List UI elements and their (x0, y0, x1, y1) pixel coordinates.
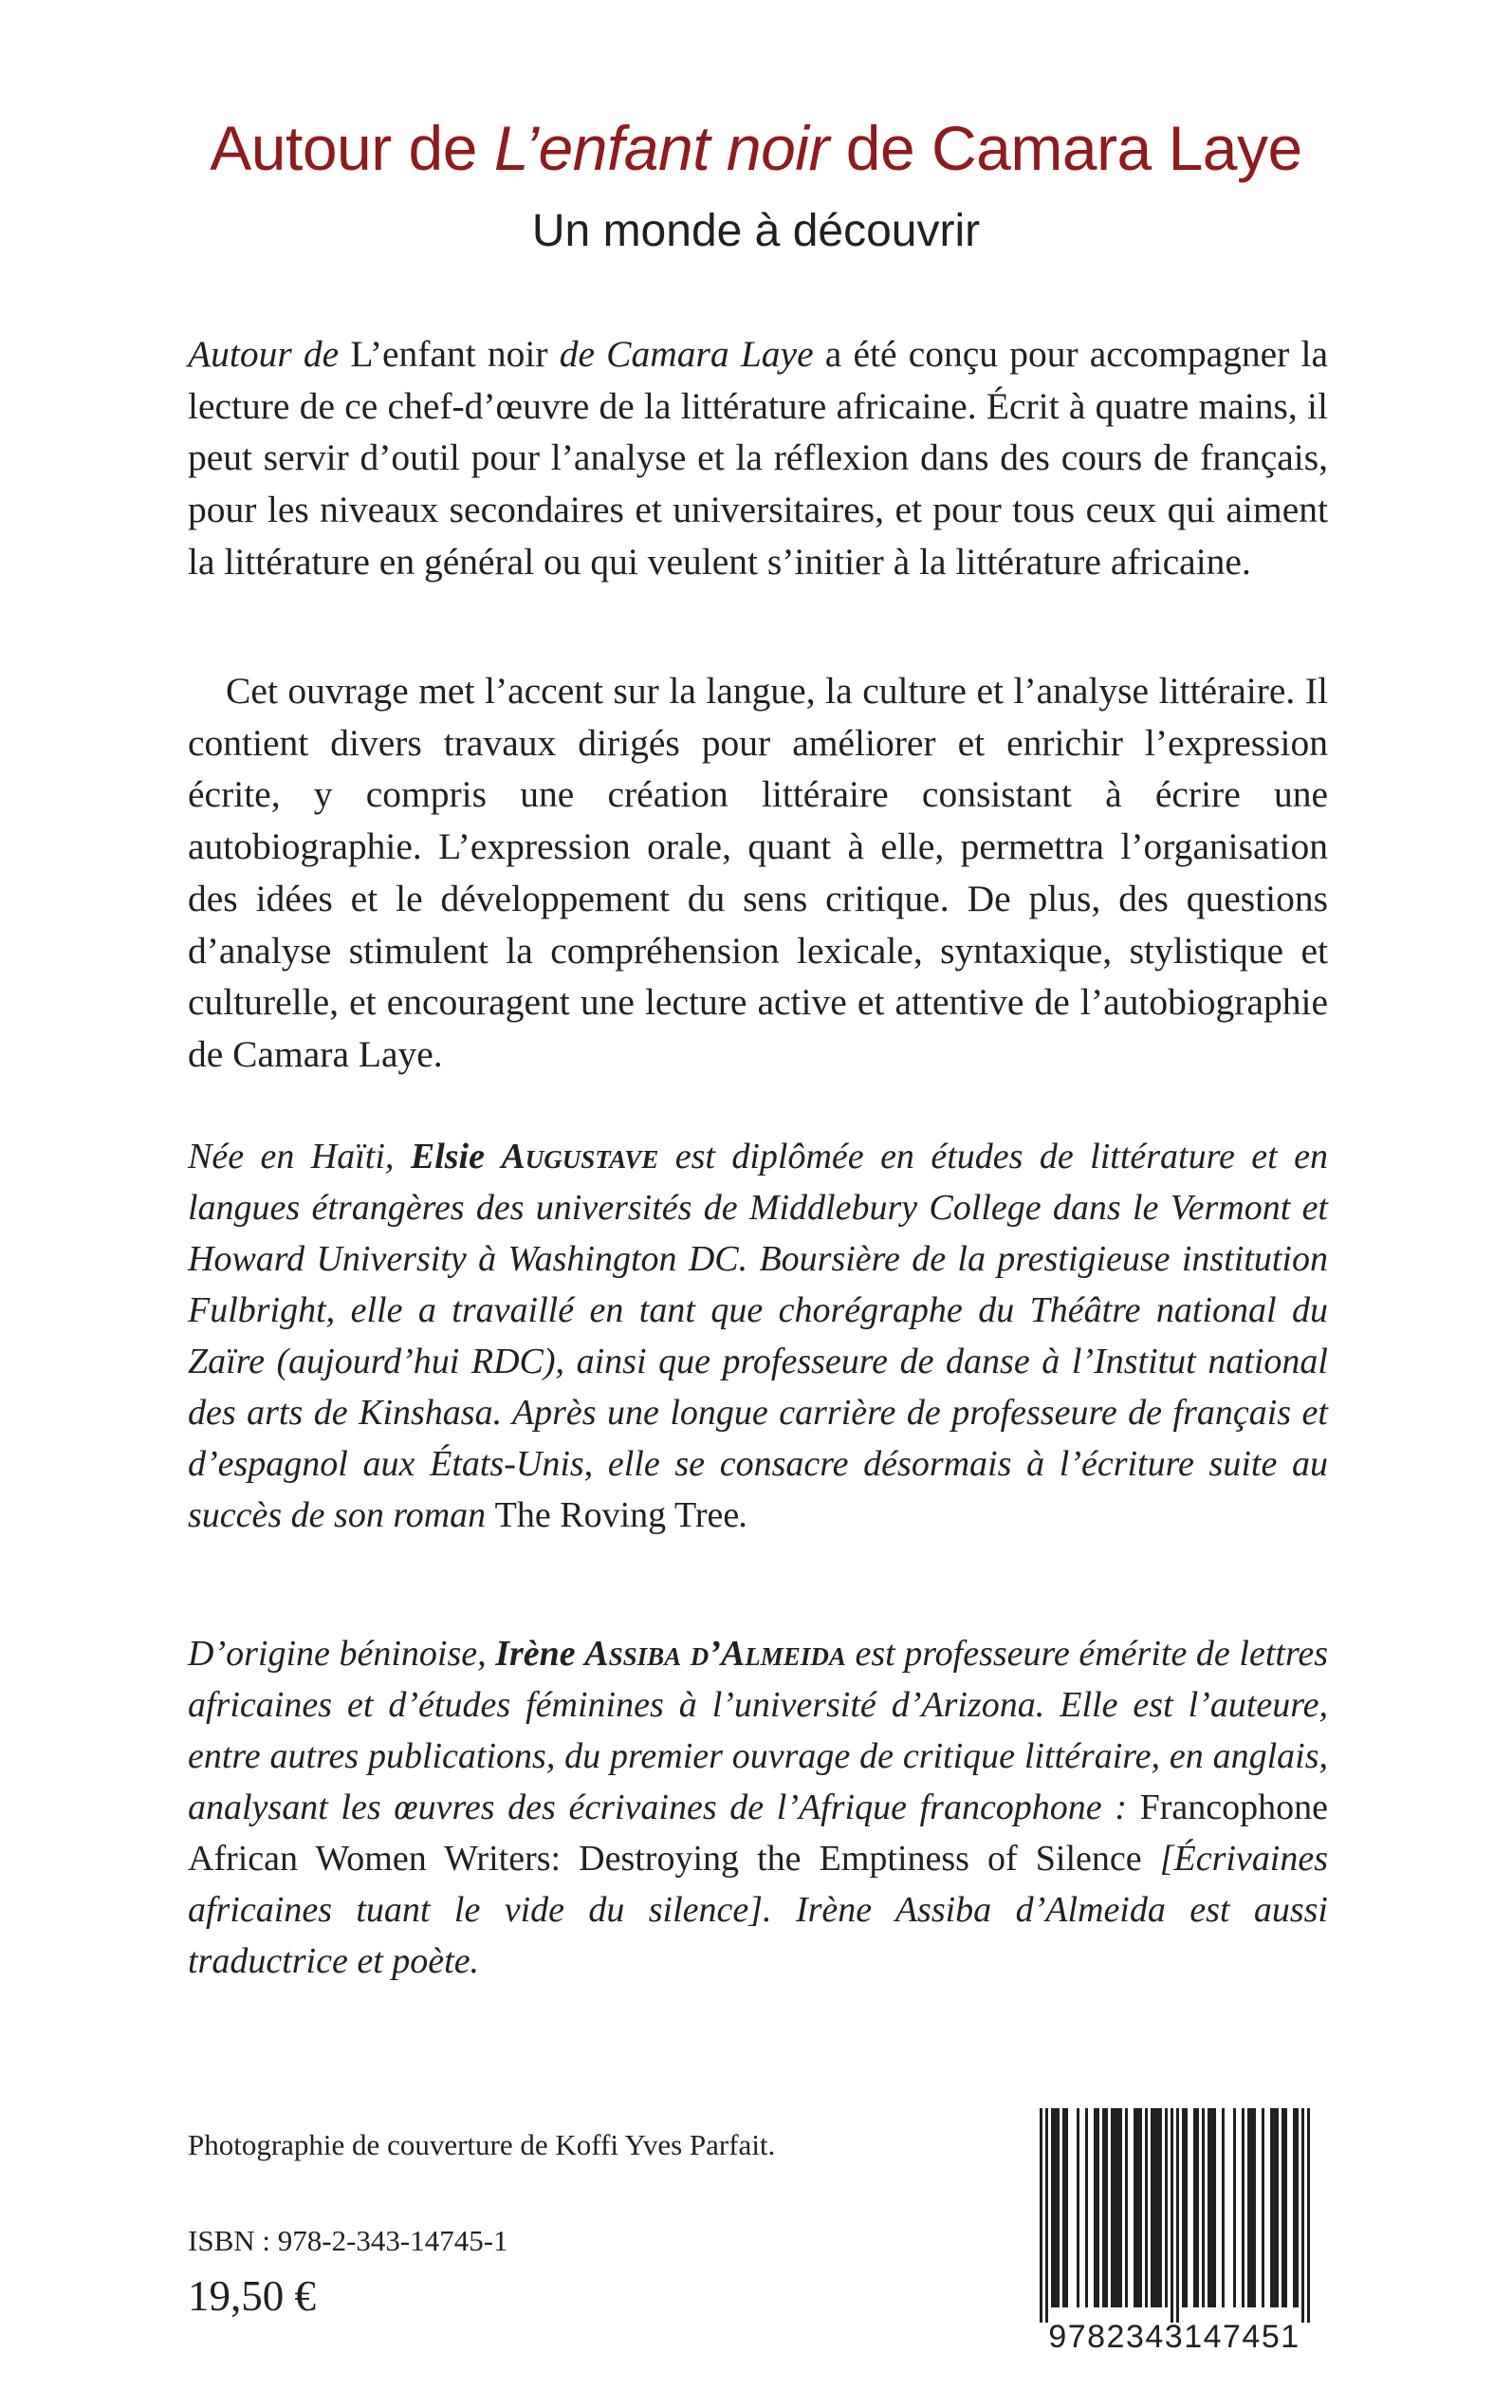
barcode-bar (1208, 2108, 1210, 2307)
barcode-bar (1134, 2108, 1136, 2307)
author1-intro: Née en Haïti, (188, 1137, 411, 1176)
summary-paragraph-1 (188, 328, 1328, 588)
barcode-bars (1040, 2108, 1310, 2323)
book-subtitle: Un monde à découvrir (531, 206, 981, 256)
barcode-bar (1196, 2108, 1199, 2307)
barcode-bar (1307, 2108, 1310, 2323)
author2-text: est professeure émérite de lettres africaines et d’études féminines à l’université d’Arizona. Elle est l’auteure, entre autres publications, du premier ouvrage de critique littéraire, en anglais, analysant les œuvres des écrivaines de l’Afrique francophone : (188, 1634, 1328, 1827)
barcode-number: 9782343147451 (1048, 2319, 1300, 2354)
barcode (1032, 2104, 1317, 2354)
price: 19,50 € (188, 2272, 316, 2320)
barcode-bar (1153, 2108, 1156, 2307)
barcode-bar (1165, 2108, 1168, 2307)
barcode-bar (1182, 2108, 1185, 2307)
barcode-bar (1253, 2108, 1256, 2307)
barcode-bar (1202, 2108, 1205, 2307)
barcode-bar (1065, 2108, 1068, 2307)
book-title (0, 112, 1512, 184)
author-bio-almeida (188, 1628, 1328, 1987)
author2-first-name: Irène (495, 1634, 585, 1674)
barcode-bar (1054, 2108, 1057, 2307)
barcode-bar (1284, 2108, 1287, 2307)
barcode-bar (1171, 2108, 1173, 2323)
barcode-bar (1273, 2108, 1276, 2307)
barcode-bar (1062, 2108, 1065, 2307)
barcode-bar (1114, 2108, 1116, 2307)
author2-translation: [Écrivaines africaines tuant le vide du silence]. Irène Assiba d’Almeida est aussi traductrice et poète. (188, 1839, 1329, 1981)
barcode-bar (1094, 2108, 1097, 2307)
barcode-bar (1250, 2108, 1253, 2307)
barcode-bar (1293, 2108, 1296, 2307)
title-suffix: de Camara Laye (828, 113, 1302, 183)
author1-first-name: Elsie (410, 1137, 502, 1176)
author1-text: est diplômée en études de littérature et en langues étrangères des universités de Middlebury College dans le Vermont et Howard University à Washington DC. Boursière de la prestigieuse institution Fulbright, elle a travaillé en tant que chorégraphe du Théâtre national du Zaïre (aujourd’hui RDC), ainsi que professeure de danse à l’Institut national des arts de Kinshasa. Après une longue carrière de professeure de français et d’espagnol aux États-Unis, elle se consacre désormais à l’écriture suite au succès de son roman (188, 1137, 1328, 1535)
barcode-bar (1156, 2108, 1159, 2307)
title-prefix: Autour de (210, 113, 494, 183)
isbn: ISBN : 978-2-343-14745-1 (188, 2224, 508, 2257)
barcode-bar (1176, 2108, 1179, 2323)
author2-book: Francophone African Women Writers: Destroying the Emptiness of Silence (188, 1787, 1328, 1879)
author1-end: . (739, 1495, 748, 1535)
barcode-bar (1159, 2108, 1162, 2307)
barcode-bar (1045, 2108, 1048, 2323)
barcode-bar (1102, 2108, 1105, 2307)
author1-novel: The Roving Tree (494, 1495, 740, 1535)
barcode-bar (1151, 2108, 1153, 2307)
barcode-bar (1040, 2108, 1042, 2323)
author2-intro: D’origine béninoise, (188, 1634, 496, 1674)
barcode-bar (1145, 2108, 1148, 2307)
barcode-graphic (1032, 2104, 1317, 2354)
barcode-bar (1119, 2108, 1122, 2307)
barcode-bar (1077, 2108, 1079, 2307)
barcode-bar (1111, 2108, 1114, 2307)
summary-title-italic-a: Autour de (188, 333, 351, 375)
barcode-bar (1270, 2108, 1273, 2307)
author1-last-name: Augustave (501, 1137, 659, 1176)
barcode-bar (1213, 2108, 1216, 2307)
summary-title-book: L’enfant noir (350, 333, 548, 375)
author2-last-name: Assiba d’Almeida (584, 1634, 846, 1674)
barcode-bar (1105, 2108, 1108, 2307)
barcode-bar (1222, 2108, 1225, 2307)
photo-credit: Photographie de couverture de Koffi Yves Parfait. (188, 2128, 776, 2161)
barcode-bar (1116, 2108, 1119, 2307)
barcode-bar (1097, 2108, 1099, 2307)
barcode-bar (1051, 2108, 1054, 2307)
title-italic: L’enfant noir (493, 113, 829, 183)
barcode-bar (1185, 2108, 1188, 2307)
barcode-bar (1085, 2108, 1088, 2307)
barcode-bar (1247, 2108, 1250, 2307)
barcode-bar (1193, 2108, 1196, 2307)
barcode-bar (1242, 2108, 1245, 2307)
barcode-bar (1276, 2108, 1279, 2307)
summary-paragraph-2: Cet ouvrage met l’accent sur la langue, la culture et l’analyse littéraire. Il contient divers travaux dirigés pour améliorer et enrichir l’expression écrite, y compris une création littéraire consistant à écrire une autobiographie. L’expression orale, quant à elle, permettra l’organisation des idées et le développement du sens critique. De plus, des questions d’analyse stimulent la compréhension lexicale, syntaxique, stylistique et culturelle, et encouragent une lecture active et attentive de l’autobiographie de Camara Laye. (188, 670, 1328, 1075)
summary-text-1: a été conçu pour accompagner la lecture de ce chef-d’œuvre de la littérature africaine. Écrit à quatre mains, il peut servir d’outil pour l’analyse et la réflexion dans des cours de français, pour les niveaux secondaires et universitaires, et pour tous ceux qui aiment la littérature en général ou qui veulent s’initier à la littérature africaine. (188, 333, 1328, 583)
barcode-bar (1282, 2108, 1284, 2307)
barcode-bar (1233, 2108, 1236, 2307)
barcode-bar (1136, 2108, 1139, 2307)
barcode-bar (1139, 2108, 1142, 2307)
summary-title-italic-b: de Camara Laye (547, 333, 814, 375)
barcode-bar (1262, 2108, 1264, 2307)
author-bio-augustave (188, 1131, 1328, 1541)
barcode-bar (1210, 2108, 1213, 2307)
barcode-bar (1296, 2108, 1299, 2307)
barcode-bar (1301, 2108, 1304, 2323)
barcode-bar (1125, 2108, 1128, 2307)
barcode-bar (1057, 2108, 1060, 2307)
